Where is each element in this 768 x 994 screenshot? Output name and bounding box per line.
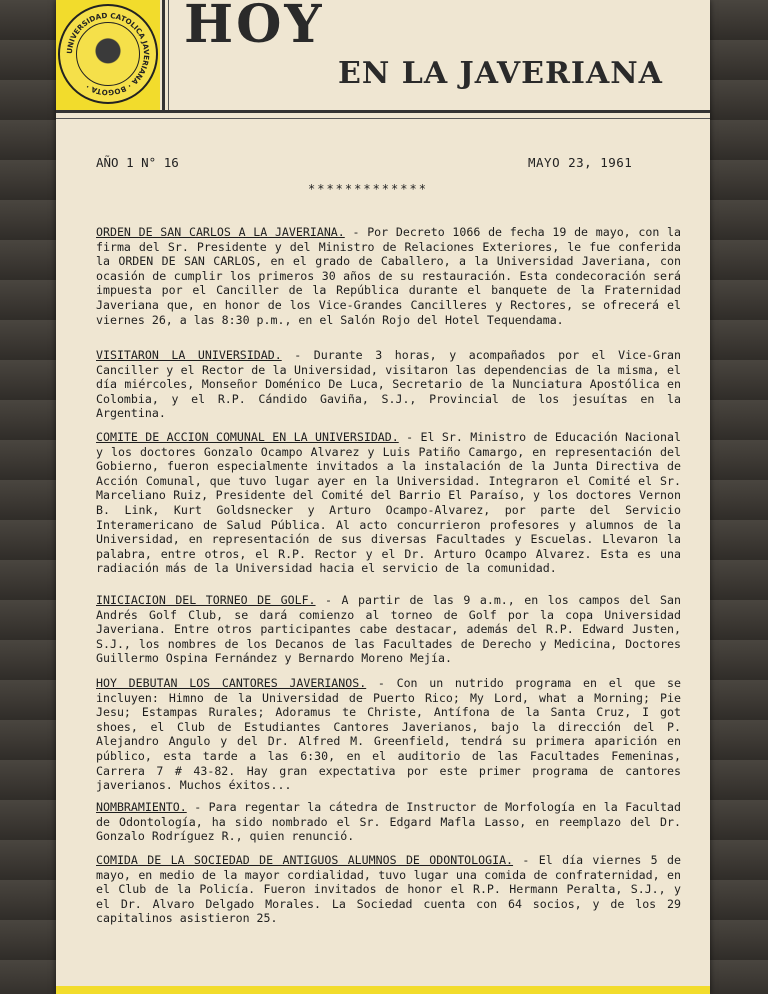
article-comite: [96, 430, 681, 576]
svg-text:UNIVERSIDAD CATOLICA JAVERIANA: UNIVERSIDAD CATOLICA JAVERIANA · BOGOTA ·: [64, 10, 152, 98]
university-seal-logo: [58, 4, 158, 104]
issue-date: MAYO 23, 1961: [528, 155, 633, 170]
article-headline: COMITE DE ACCION COMUNAL EN LA UNIVERSIDAD.: [96, 430, 399, 444]
masthead-rule: [56, 110, 710, 113]
star-separator: *************: [308, 182, 428, 196]
article-nombramiento: [96, 800, 681, 844]
article-comida-sociedad: [96, 853, 681, 926]
article-cantores: [96, 676, 681, 793]
article-body: - Con un nutrido programa en el que se incluyen: Himno de la Universidad de Puerto Rico; My Lord, what a Morning; Pie Jesu; Estampas Rurales; Adoramus te Christe, Antífona de la Santa Cruz, I got shoes, el Club de Estudiantes Cantores Javerianos, bajo la dirección del P. Alejandro Angulo y del Dr. Alfred M. Greenfield, tendrá su primera aparición en público, esta tarde a las 6:30, en el auditorio de las Facultades Femeninas, Carrera 7 # 43-82. Hay gran expectativa por este primer programa de cantores javerianos. Muchos éxitos...: [96, 676, 681, 793]
bottom-border: [56, 986, 710, 994]
article-body: - El día viernes 5 de mayo, en medio de la mayor cordialidad, tuvo lugar una comida de confraternidad, en el Club de la Policía. Fueron invitados de honor el R.P. Hermann Peralta, S.J., y el Dr. Alvaro Delgado Morales. La Sociedad cuenta con 64 socios, y de los 29 capitalinos asistieron 25.: [96, 853, 681, 926]
masthead-subtitle: EN LA JAVERIANA: [338, 56, 663, 91]
background-page-left: [0, 0, 60, 994]
article-headline: INICIACION DEL TORNEO DE GOLF.: [96, 593, 316, 607]
article-visitaron: [96, 348, 681, 421]
seal-portrait-icon: [76, 22, 140, 86]
article-orden-san-carlos: [96, 225, 681, 327]
article-body: - Durante 3 horas, y acompañados por el Vice-Gran Canciller y el Rector de la Universidad, visitaron las dependencias de la misma, el día miércoles, Monseñor Doménico De Luca, Secretario de la Nunciatura Apostólica en Colombia, y el R.P. Cándido Gaviña, S.J., Provincial de los jesuítas en la Argentina.: [96, 348, 681, 421]
article-headline: HOY DEBUTAN LOS CANTORES JAVERIANOS.: [96, 676, 367, 690]
article-body: - El Sr. Ministro de Educación Nacional y los doctores Gonzalo Ocampo Alvarez y Luis Patiño Camargo, en representación del Gobierno, fueron especialmente invitados a la instalación de la Junta Directiva de Acción Comunal, que tuvo lugar ayer en la Universidad. Integraron el Comité el Sr. Marceliano Ruiz, Presidente del Comité del Barrio El Paraíso, y los doctores Vernon B. Link, Kurt Goldsnecker y Arturo Ocampo-Alvarez, por parte del Servicio Interamericano de Salud Pública. Al acto concurrieron profesores y alumnos de la Universidad, en representación de sus diversas Facultades y Escuelas. Llevaron la palabra, entre otros, el R.P. Rector y el Dr. Arturo Ocampo Alvarez. Esta es una radiación más de la Universidad hacia el servicio de la comunidad.: [96, 430, 681, 576]
issue-number: AÑO 1 N° 16: [96, 155, 179, 170]
article-headline: ORDEN DE SAN CARLOS A LA JAVERIANA.: [96, 225, 345, 239]
article-body: - Por Decreto 1066 de fecha 19 de mayo, con la firma del Sr. Presidente y del Ministro de Relaciones Exteriores, le fue conferida la ORDEN DE SAN CARLOS, en el grado de Caballero, a la Universidad Javeriana, con ocasión de cumplir los primeros 30 años de su restauración. Esta condecoración será impuesta por el Canciller de la República durante el banquete de la Fraternidad Javeriana que, en honor de los Vice-Grandes Cancilleres y Rectores, se ofrecerá el viernes 26, a las 8:30 p.m., en el Salón Rojo del Hotel Tequendama.: [96, 225, 681, 327]
article-headline: COMIDA DE LA SOCIEDAD DE ANTIGUOS ALUMNOS DE ODONTOLOGIA.: [96, 853, 514, 867]
article-headline: NOMBRAMIENTO.: [96, 800, 187, 814]
masthead-title: HOY: [184, 0, 325, 55]
article-headline: VISITARON LA UNIVERSIDAD.: [96, 348, 282, 362]
background-page-right: [710, 0, 768, 994]
logo-box: [56, 0, 160, 110]
masthead-divider-thin: [168, 0, 169, 110]
article-body: - A partir de las 9 a.m., en los campos del San Andrés Golf Club, se dará comienzo al torneo de Golf por la copa Universidad Javeriana. Entre otros participantes cabe destacar, además del R.P. Edward Justen, S.J., los nombres de los Decanos de las Facultades de Derecho y Medicina, Doctores Guillermo Ospina Fernández y Bernardo Moreno Mejía.: [96, 593, 681, 666]
article-body: - Para regentar la cátedra de Instructor de Morfología en la Facultad de Odontología, ha sido nombrado el Sr. Edgard Mafla Lasso, en reemplazo del Dr. Gonzalo Rodríguez R., quien renunció.: [96, 800, 681, 844]
masthead-divider: [162, 0, 165, 110]
newsletter-page: [56, 0, 710, 994]
article-torneo-golf: [96, 593, 681, 666]
masthead-rule-thin: [56, 118, 710, 119]
